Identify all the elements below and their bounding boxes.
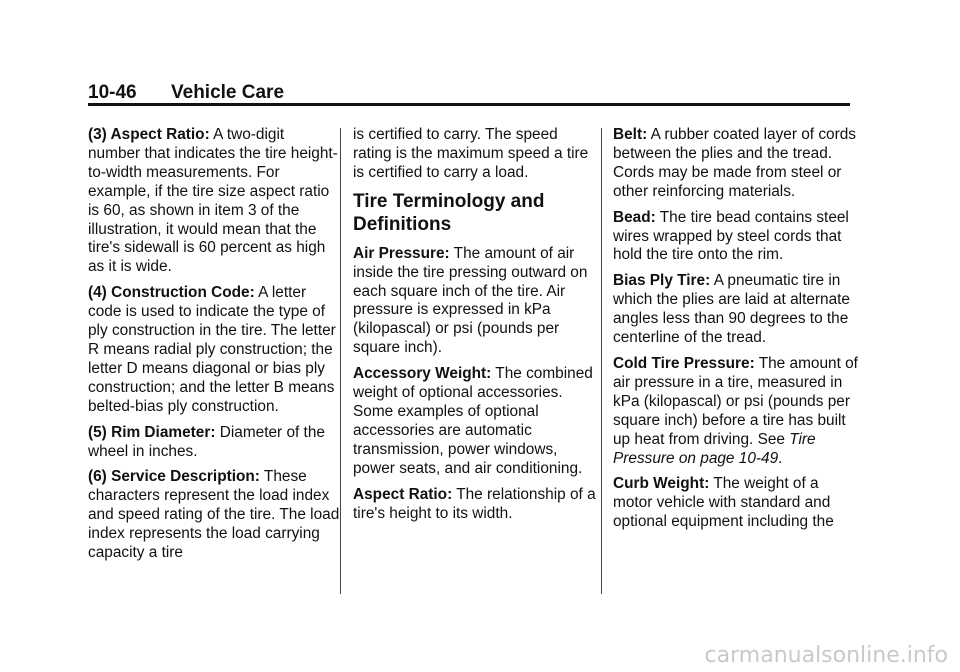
definition: The combined weight of optional accessories. Some examples of optional accessories are automatic transmission, power windows, power seats, and air conditioning. [353,365,593,477]
column-divider [340,128,341,594]
definition: The tire bead contains steel wires wrapped by steel cords that hold the tire onto the rim. [613,208,849,264]
term: (5) Rim Diameter [88,423,211,441]
definition: A two-digit number that indicates the tire height-to-width measurements. For example, if the tire size aspect ratio is 60, as shown in item 3 of the illustration, it would mean that the tire's sidewall is 60 percent as high as it is wide. [88,126,338,276]
section-title: Vehicle Care [171,82,285,103]
paragraph-bead [613,209,859,266]
column-2 [353,126,599,530]
paragraph-curb-weight [613,475,859,532]
term: Curb Weight [613,475,705,493]
page-number: 10-46 [88,82,137,103]
definition: A rubber coated layer of cords between the plies and the tread. Cords may be made from steel or other reinforcing materials. [613,126,856,200]
term-separator: : [650,208,656,226]
term-separator: : [705,272,711,290]
paragraph-construction-code [88,284,340,416]
header-rule [88,103,850,106]
term: Bead [613,208,651,226]
definition: The amount of air inside the tire pressing outward on each square inch of the tire. Air pressure is expressed in kPa (kilopascal) or psi (pounds per square inch). [353,244,588,357]
column-divider [601,128,602,594]
term-separator: : [249,284,255,302]
term-separator: : [254,468,260,486]
definition: These characters represent the load index and speed rating of the tire. The load index represents the load carrying capacity a tire [88,468,340,562]
term: (6) Service Description [88,468,255,486]
term: Cold Tire Pressure [613,354,750,372]
definition: The relationship of a tire's height to its width. [353,485,596,522]
paragraph-rim-diameter [88,424,340,462]
term: Belt [613,126,643,143]
term-separator: : [704,475,710,493]
paragraph-aspect-ratio-item [88,126,340,277]
definition: Diameter of the wheel in inches. [88,423,325,460]
paragraph-belt [613,126,859,202]
term: Bias Ply Tire [613,272,706,290]
cross-reference-link[interactable]: Tire Pressure on page 10-49 [613,430,816,467]
paragraph-bias-ply-tire [613,272,859,348]
definition-end: . [778,449,783,467]
definition: The amount of air pressure in a tire, measured in kPa (kilopascal) or psi (pounds per square inch) before a tire has built up heat from driving. See [613,354,858,448]
paragraph-continuation: is certified to carry. The speed rating is the maximum speed a tire is certified to carry a load. [353,126,589,181]
term: Accessory Weight [353,365,487,383]
term: (4) Construction Code [88,284,250,302]
column-3 [613,126,859,539]
term: Air Pressure [353,244,445,262]
watermark: carmanualsonline.info [704,643,948,668]
paragraph-cold-tire-pressure [613,355,859,468]
term-separator: : [210,423,216,441]
definition: The weight of a motor vehicle with standard and optional equipment including the [613,475,834,531]
term-separator: : [204,126,210,143]
paragraph-accessory-weight [353,365,599,478]
term-separator: : [642,126,648,143]
term-separator: : [447,485,453,503]
paragraph-service-description [88,468,340,563]
term: (3) Aspect Ratio [88,126,205,143]
definition: A pneumatic tire in which the plies are laid at alternate angles less than 90 degrees to the centerline of the tread. [613,272,850,347]
definition: A letter code is used to indicate the type of ply construction in the tire. The letter R means radial ply construction; the letter D means diagonal or bias ply construction; and the letter B means belted-bias ply construction. [88,284,336,415]
paragraph-air-pressure [353,245,599,358]
term-separator: : [486,365,492,383]
section-heading: Tire Terminology and Definitions [353,190,545,235]
term-separator: : [749,354,755,372]
paragraph-aspect-ratio [353,486,599,524]
column-1 [88,126,340,570]
term: Aspect Ratio [353,485,448,503]
term-separator: : [444,244,450,262]
